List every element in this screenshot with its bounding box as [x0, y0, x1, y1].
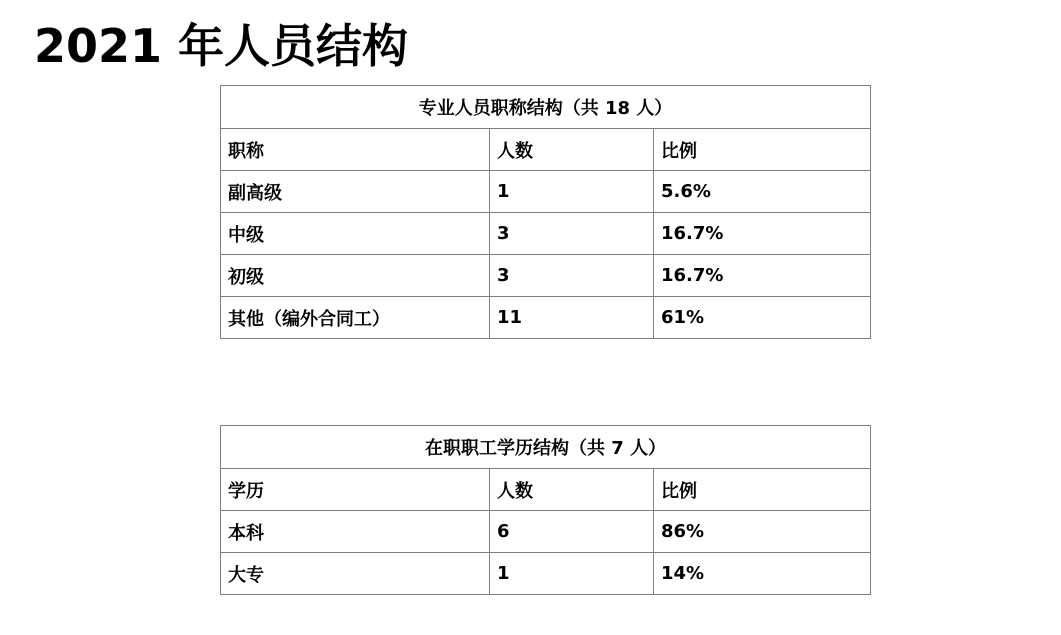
page-title: 2021 年人员结构	[34, 19, 409, 73]
table-cell: 11	[490, 297, 654, 339]
column-header: 比例	[654, 469, 871, 511]
table-cell: 6	[490, 511, 654, 553]
table-row	[221, 213, 871, 255]
column-header: 职称	[221, 129, 490, 171]
table-row	[221, 171, 871, 213]
table-cell: 1	[490, 171, 654, 213]
table-cell: 16.7%	[654, 213, 871, 255]
table-row	[221, 511, 871, 553]
column-header: 人数	[490, 129, 654, 171]
table-cell: 14%	[654, 553, 871, 595]
table-cell: 副高级	[221, 171, 490, 213]
table-cell: 86%	[654, 511, 871, 553]
table-header-row	[221, 469, 871, 511]
column-header: 学历	[221, 469, 490, 511]
table-row	[221, 553, 871, 595]
table-row	[221, 297, 871, 339]
table-header-row	[221, 129, 871, 171]
table-cell: 大专	[221, 553, 490, 595]
table-cell: 其他（编外合同工）	[221, 297, 490, 339]
table-cell: 初级	[221, 255, 490, 297]
column-header: 人数	[490, 469, 654, 511]
column-header: 比例	[654, 129, 871, 171]
table-caption: 专业人员职称结构（共 18 人）	[221, 86, 871, 129]
education-table	[220, 425, 871, 595]
table-cell: 1	[490, 553, 654, 595]
table-cell: 3	[490, 213, 654, 255]
table-caption: 在职职工学历结构（共 7 人）	[221, 426, 871, 469]
table-cell: 5.6%	[654, 171, 871, 213]
professional-title-table	[220, 85, 871, 339]
table-cell: 中级	[221, 213, 490, 255]
table-cell: 本科	[221, 511, 490, 553]
table-row	[221, 255, 871, 297]
table-cell: 3	[490, 255, 654, 297]
table-cell: 61%	[654, 297, 871, 339]
table-cell: 16.7%	[654, 255, 871, 297]
